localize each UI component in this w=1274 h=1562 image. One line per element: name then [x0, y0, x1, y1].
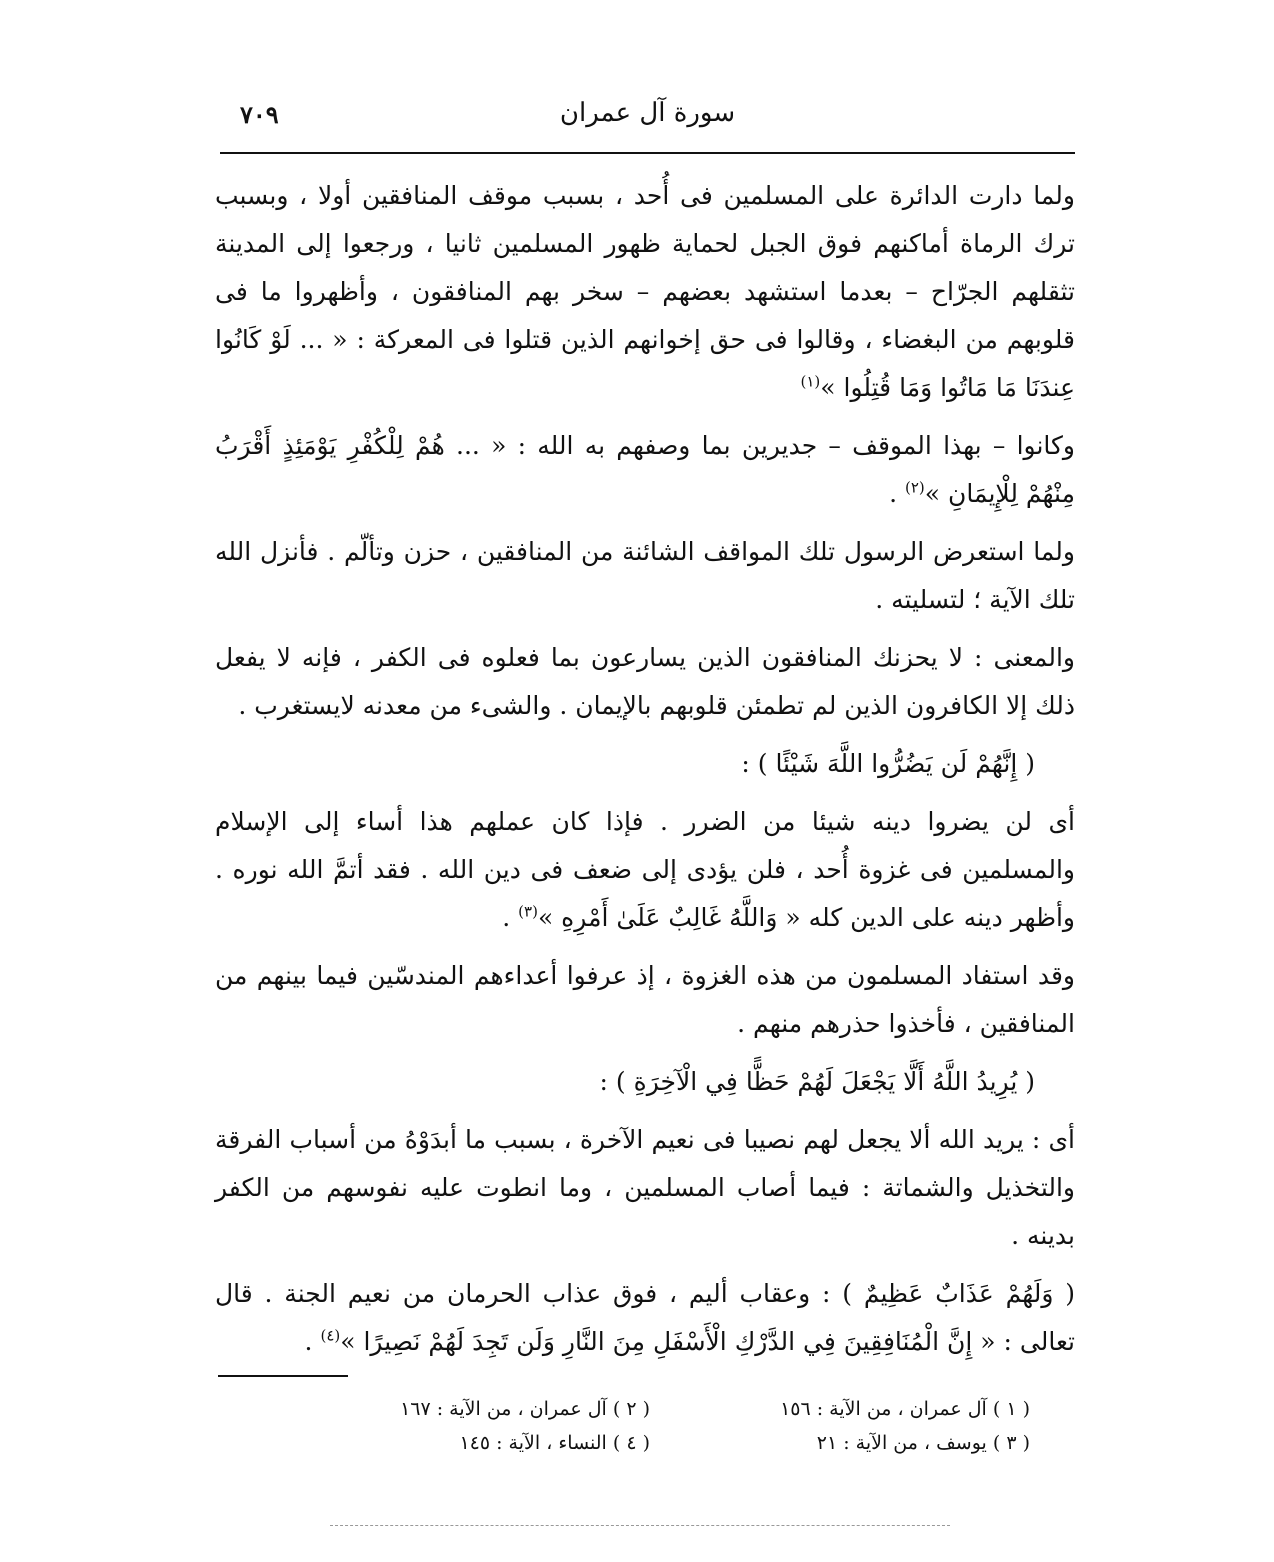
footnote-marker: (٢): [905, 478, 925, 497]
running-title: سورة آل عمران: [559, 98, 736, 128]
paragraph: أى : يريد الله ألا يجعل لهم نصيبا فى نعيم الآخرة ، بسبب ما أبدَوْهُ من أسباب الفرقة والتخذيل والشماتة : فيما أصاب المسلمين ، وما انطوت عليه نفوسهم من الكفر بدينه .: [215, 1125, 1075, 1250]
footnotes: [330, 1392, 1030, 1460]
footnote-marker: (١): [800, 372, 821, 391]
quran-verse-heading: ( يُرِيدُ اللَّهُ أَلَّا يَجْعَلَ لَهُمْ حَظًّا فِي الْآخِرَةِ ) :: [599, 1067, 1035, 1096]
scan-artifact-line: [330, 1525, 950, 1526]
footnote-divider: [218, 1375, 348, 1377]
page-body: [215, 172, 1075, 1376]
footnote-marker: (٤): [320, 1326, 341, 1345]
paragraph: وكانوا – بهذا الموقف – جديرين بما وصفهم به الله : « ... هُمْ لِلْكُفْرِ يَوْمَئِذٍ أَقْرَبُ مِنْهُمْ لِلْإِيمَانِ »$^{(٢)}$ .: [215, 431, 1075, 508]
paragraph: وقد استفاد المسلمون من هذه الغزوة ، إذ عرفوا أعداءهم المندسّين فيما بينهم من المنافقين ، فأخذوا حذرهم منهم .: [215, 961, 1075, 1038]
footnote-3: ( ٣ ) يوسف ، من الآية : ٢١: [816, 1432, 1030, 1454]
paragraph: والمعنى : لا يحزنك المنافقون الذين يسارعون بما فعلوه فى الكفر ، فإنه لا يفعل ذلك إلا الكافرون الذين لم تطمئن قلوبهم بالإيمان . والشىء من معدنه لايستغرب .: [215, 643, 1075, 720]
footnote-4: ( ٤ ) النساء ، الآية : ١٤٥: [459, 1432, 650, 1454]
paragraph: ( وَلَهُمْ عَذَابٌ عَظِيمٌ ) : وعقاب أليم ، فوق عذاب الحرمان من نعيم الجنة . قال تعالى : « إِنَّ الْمُنَافِقِينَ فِي الدَّرْكِ الْأَسْفَلِ مِنَ النَّارِ وَلَن تَجِدَ لَهُمْ نَصِيرًا »$^{(٤)}$ .: [215, 1279, 1075, 1356]
paragraph: ولما دارت الدائرة على المسلمين فى أُحد ، بسبب موقف المنافقين أولا ، وبسبب ترك الرماة أماكنهم فوق الجبل لحماية ظهور المسلمين ثانيا ، ورجعوا إلى المدينة تثقلهم الجرّاح – بعدما استشهد بعضهم – سخر بهم المنافقون ، وأظهروا ما فى قلوبهم من البغضاء ، وقالوا فى حق إخوانهم الذين قتلوا فى المعركة : « ... لَوْ كَانُوا عِندَنَا مَا مَاتُوا وَمَا قُتِلُوا »$^{(١)}$: [215, 181, 1075, 402]
paragraph: ولما استعرض الرسول تلك المواقف الشائنة من المنافقين ، حزن وتألّم . فأنزل الله تلك الآية ؛ لتسليته .: [215, 537, 1075, 614]
footnote-marker: (٣): [518, 902, 538, 921]
page-header: [220, 92, 1075, 154]
footnote-1: ( ١ ) آل عمران ، من الآية : ١٥٦: [780, 1398, 1030, 1420]
page-number: ٧٠٩: [240, 100, 279, 129]
quran-verse-heading: ( إِنَّهُمْ لَن يَضُرُّوا اللَّهَ شَيْئًا ) :: [741, 749, 1035, 778]
paragraph: أى لن يضروا دينه شيئا من الضرر . فإذا كان عملهم هذا أساء إلى الإسلام والمسلمين فى غزوة أُحد ، فلن يؤدى إلى ضعف فى دين الله . فقد أتمَّ الله نوره . وأظهر دينه على الدين كله « وَاللَّهُ غَالِبٌ عَلَىٰ أَمْرِهِ »$^{(٣)}$ .: [215, 807, 1075, 932]
footnote-2: ( ٢ ) آل عمران ، من الآية : ١٦٧: [400, 1398, 650, 1420]
